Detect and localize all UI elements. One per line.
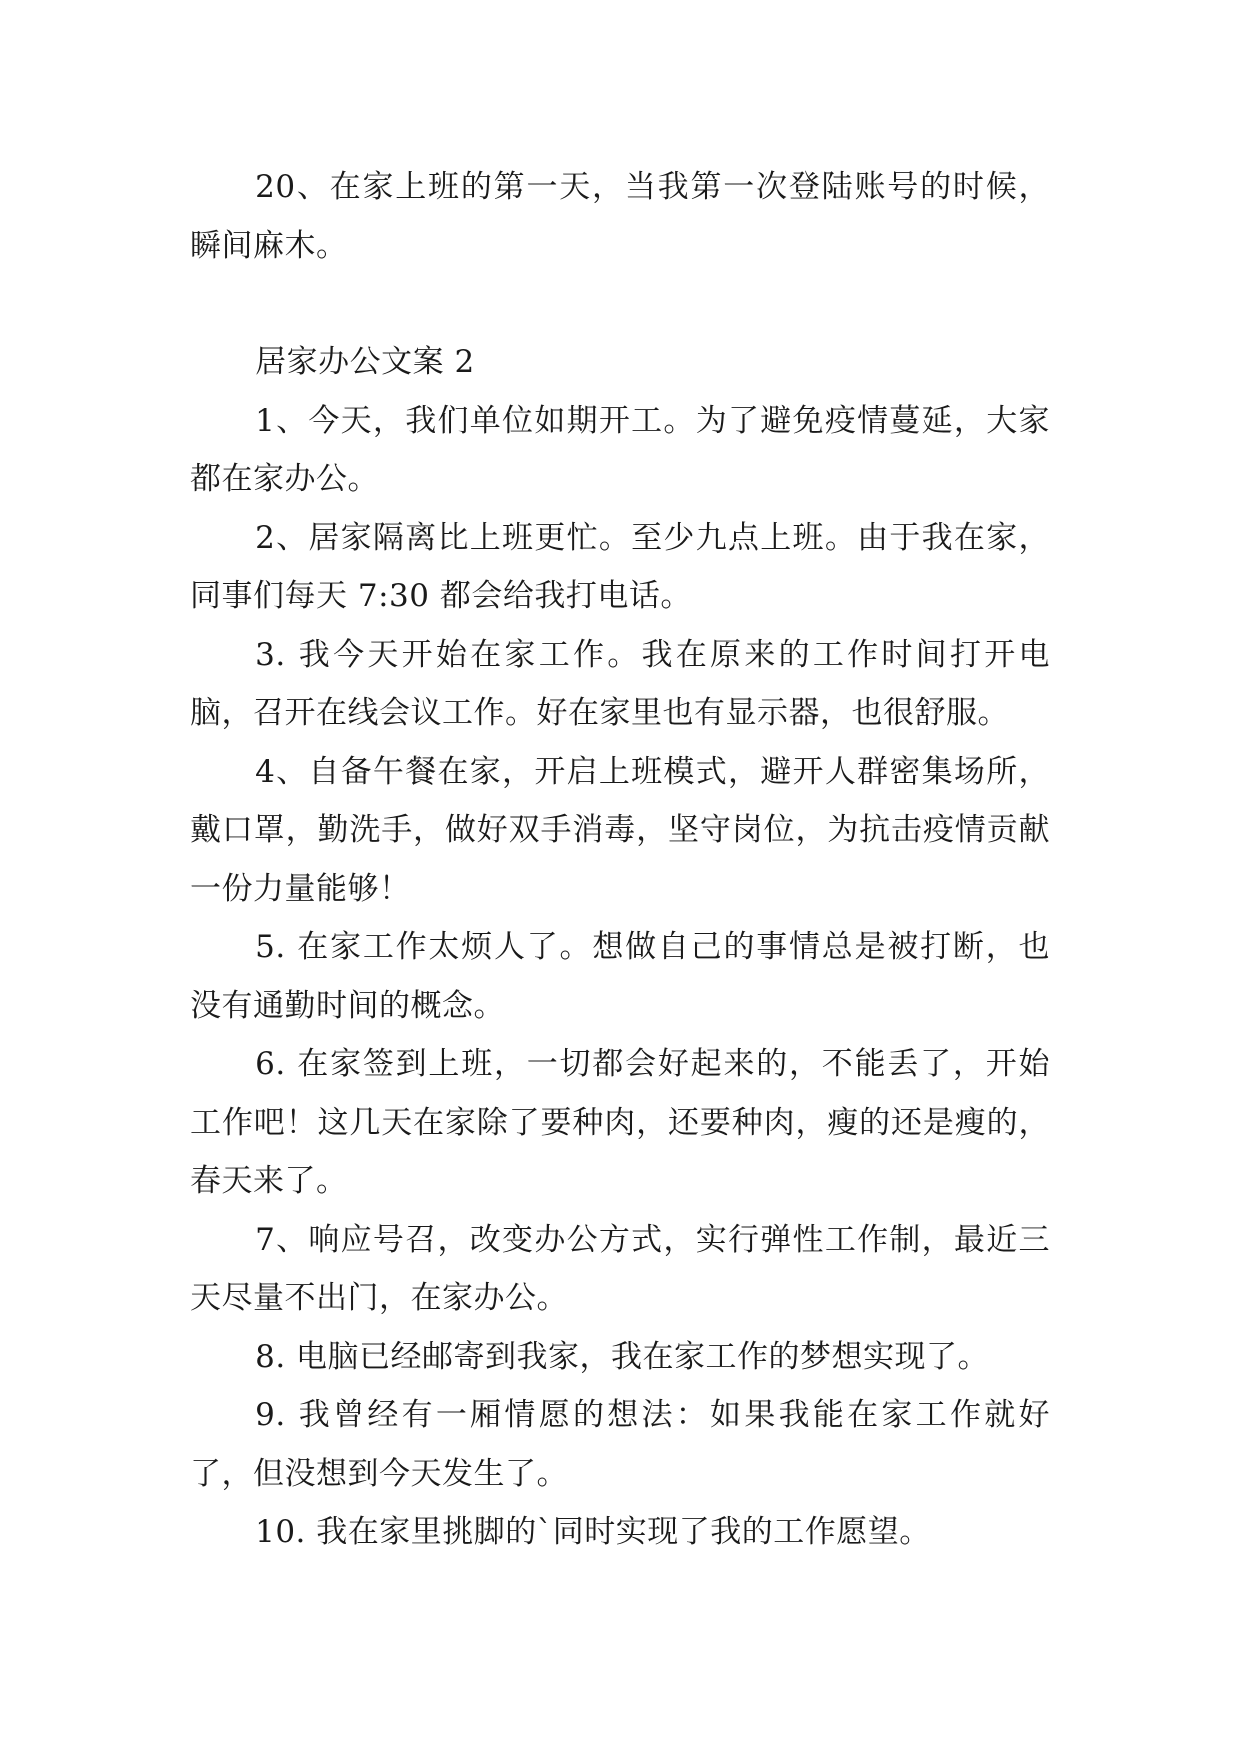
list-item: 6. 在家签到上班，一切都会好起来的，不能丢了，开始工作吧！这几天在家除了要种肉，还要种肉，瘦的还是瘦的，春天来了。	[190, 1046, 1050, 1199]
list-item: 7、响应号召，改变办公方式，实行弹性工作制，最近三天尽量不出门，在家办公。	[190, 1221, 1050, 1316]
list-item: 3. 我今天开始在家工作。我在原来的工作时间打开电脑，召开在线会议工作。好在家里也有显示器，也很舒服。	[190, 636, 1050, 731]
section-title: 居家办公文案 2	[255, 344, 475, 380]
list-item: 2、居家隔离比上班更忙。至少九点上班。由于我在家，同事们每天 7:30 都会给我打电话。	[190, 519, 1050, 614]
document-body	[190, 158, 1050, 1562]
list-item: 10. 我在家里挑脚的`同时实现了我的工作愿望。	[255, 1514, 931, 1550]
list-item: 8. 电脑已经邮寄到我家，我在家工作的梦想实现了。	[255, 1338, 990, 1375]
intro-item-20: 20、在家上班的第一天，当我第一次登陆账号的时候，瞬间麻木。	[190, 169, 1050, 264]
list-item: 4、自备午餐在家，开启上班模式，避开人群密集场所，戴口罩，勤洗手，做好双手消毒，坚守岗位，为抗击疫情贡献一份力量能够！	[190, 753, 1050, 907]
list-item: 5. 在家工作太烦人了。想做自己的事情总是被打断，也没有通勤时间的概念。	[190, 929, 1050, 1024]
list-item: 9. 我曾经有一厢情愿的想法：如果我能在家工作就好了，但没想到今天发生了。	[190, 1397, 1050, 1492]
list-item: 1、今天，我们单位如期开工。为了避免疫情蔓延，大家都在家办公。	[190, 402, 1050, 497]
